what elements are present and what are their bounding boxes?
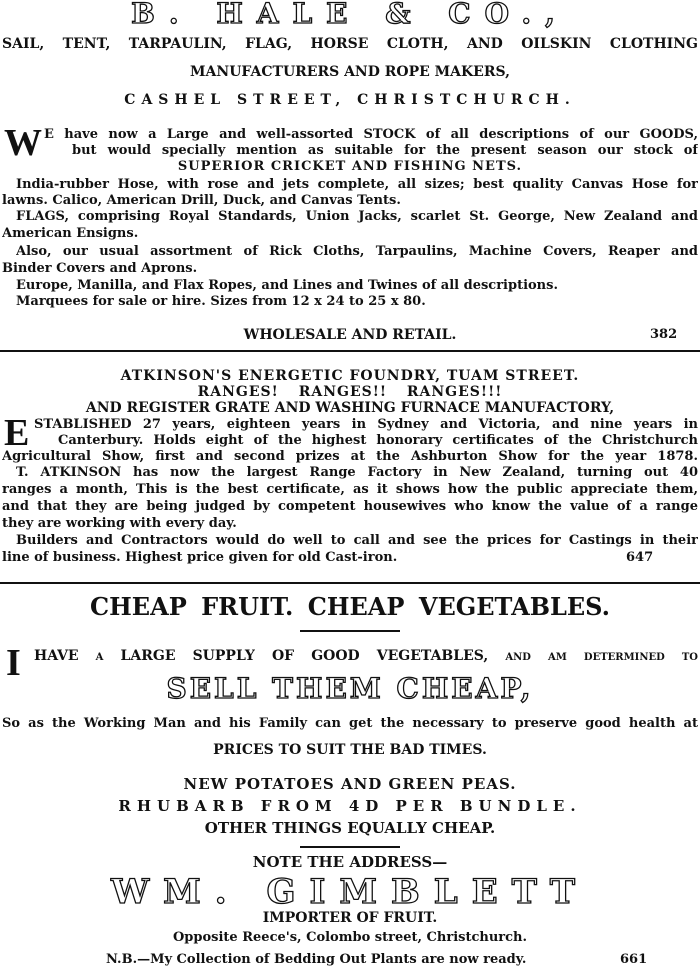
- ad3-name: WM. GIMBLETT: [110, 872, 590, 912]
- ad3-p3: PRICES TO SUIT THE BAD TIMES.: [213, 742, 487, 758]
- ad1-p3b: American Ensigns.: [2, 226, 139, 241]
- ad1-line3: CASHEL STREET, CHRISTCHURCH.: [124, 92, 576, 108]
- ad1-line1: SAIL, TENT, TARPAULIN, FLAG, HORSE CLOTH, AND OILSKIN CLOTHING: [2, 36, 698, 52]
- ad3-importer: IMPORTER OF FRUIT.: [262, 910, 438, 926]
- ad1-number: 382: [650, 327, 678, 342]
- ad1-line2: MANUFACTURERS AND ROPE MAKERS,: [190, 64, 510, 80]
- ad2-p2c: and that they are being judged by competent housewives who know the value of a range: [2, 499, 698, 514]
- ad2-p1a: STABLISHED 27 years, eighteen years in Sydney and Victoria, and nine years in: [34, 417, 698, 432]
- ad2-p2a: T. ATKINSON has now the largest Range Factory in New Zealand, turning out 40: [16, 465, 698, 480]
- ad2-dropcap: E: [4, 412, 30, 454]
- advert-atkinson: [0, 352, 700, 582]
- ad1-p3a: FLAGS, comprising Royal Standards, Union Jacks, scarlet St. George, New Zealand and: [16, 209, 698, 224]
- ad1-p4a: Also, our usual assortment of Rick Cloths, Tarpaulins, Machine Covers, Reaper and: [16, 244, 698, 259]
- ad2-p2b: ranges a month, This is the best certificate, as it shows how the public appreciate them,: [2, 482, 698, 497]
- ad3-big: SELL THEM CHEAP,: [166, 672, 534, 705]
- ad1-p4b: Binder Covers and Aprons.: [2, 261, 198, 276]
- ad1-p2b: lawns. Calico, American Drill, Duck, and Canvas Tents.: [2, 193, 401, 208]
- ad1-dropcap: W: [4, 122, 42, 164]
- ad2-p1c: Agricultural Show, first and second prizes at the Ashburton Show for the year 1878.: [2, 449, 698, 464]
- ad1-p5: Europe, Manilla, and Flax Ropes, and Lines and Twines of all descriptions.: [16, 278, 558, 293]
- ad3-nb: N.B.—My Collection of Bedding Out Plants are now ready.: [106, 952, 527, 967]
- short-rule: [300, 846, 400, 848]
- ad2-p2d: they are working with every day.: [2, 516, 237, 531]
- ad3-p5: RHUBARB FROM 4D PER BUNDLE.: [118, 798, 582, 814]
- ad1-p1c: SUPERIOR CRICKET AND FISHING NETS.: [177, 159, 523, 174]
- ad2-p1b: Canterbury. Holds eight of the highest honorary certificates of the Christchurch: [58, 433, 698, 448]
- ad2-number: 647: [626, 550, 654, 565]
- ad1-p1b: but would specially mention as suitable for the present season our stock of: [72, 143, 698, 158]
- ad3-number: 661: [620, 952, 648, 967]
- ad1-p1a: E have now a Large and well-assorted STOCK of all descriptions of our GOODS,: [44, 127, 698, 142]
- ad3-note: NOTE THE ADDRESS—: [252, 854, 448, 870]
- ad2-p3b: line of business. Highest price given for old Cast-iron.: [2, 550, 398, 565]
- ad1-p6: Marquees for sale or hire. Sizes from 12 x 24 to 25 x 80.: [16, 294, 426, 309]
- advert-gimblett: [0, 584, 700, 971]
- ad3-p2: So as the Working Man and his Family can get the necessary to preserve good health at: [2, 716, 698, 731]
- ad3-headline: CHEAP FRUIT. CHEAP VEGETABLES.: [90, 592, 610, 621]
- ad3-p6: OTHER THINGS EQUALLY CHEAP.: [204, 820, 496, 836]
- ad3-p1: HAVE a LARGE SUPPLY OF GOOD VEGETABLES, and am determined to: [34, 648, 698, 664]
- ad1-footer: WHOLESALE AND RETAIL.: [243, 327, 457, 343]
- ad2-ranges: RANGES! RANGES!! RANGES!!!: [197, 384, 503, 400]
- ad2-title: ATKINSON'S ENERGETIC FOUNDRY, TUAM STREET.: [120, 368, 580, 384]
- ad3-dropcap: I: [6, 642, 21, 684]
- ad2-p3a: Builders and Contractors would do well to call and see the prices for Castings in their: [16, 533, 698, 548]
- ad2-sub: AND REGISTER GRATE AND WASHING FURNACE MANUFACTORY,: [85, 400, 615, 416]
- ad3-p4: NEW POTATOES AND GREEN PEAS.: [183, 776, 517, 792]
- ad3-address: Opposite Reece's, Colombo street, Christchurch.: [172, 930, 528, 945]
- advert-hale: [0, 0, 700, 350]
- short-rule: [300, 630, 400, 632]
- ad1-title: B. HALE & CO.,: [131, 0, 569, 30]
- ad1-p2a: India-rubber Hose, with rose and jets complete, all sizes; best quality Canvas Hose for: [16, 177, 698, 192]
